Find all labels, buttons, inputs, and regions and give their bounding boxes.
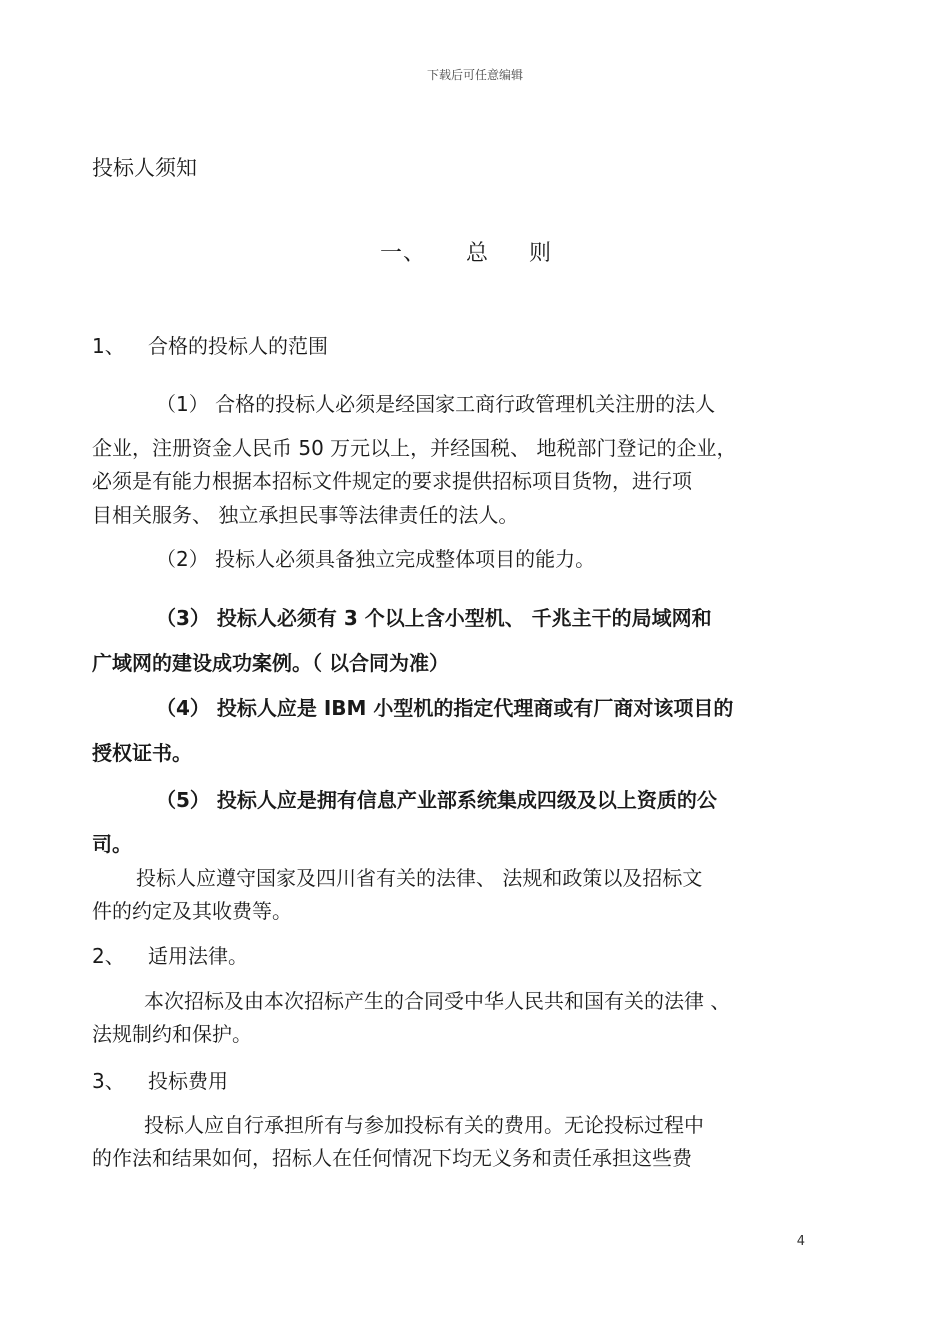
section-2-heading — [92, 938, 248, 974]
paragraph-2: （2） 投标人必须具备独立完成整体项目的能力。 — [156, 547, 596, 571]
paragraph-8-line-1: 投标人应自行承担所有与参加投标有关的费用。无论投标过程中 — [144, 1113, 704, 1137]
paragraph-3-line-2: 广域网的建设成功案例。（ 以合同为准） — [92, 651, 449, 675]
paragraph-5-line-2: 司。 — [92, 832, 132, 856]
paragraph-4-line-2: 授权证书。 — [92, 741, 192, 765]
section-3-heading — [92, 1063, 228, 1099]
section-title: 适用法律。 — [148, 944, 248, 968]
section-number: 2、 — [92, 944, 125, 968]
paragraph-4-line-1: （4） 投标人应是 IBM 小型机的指定代理商或有厂商对该项目的 — [156, 696, 734, 720]
section-number: 3、 — [92, 1069, 125, 1093]
paragraph-6-line-2: 件的约定及其收费等。 — [92, 899, 292, 923]
paragraph-6-line-1: 投标人应遵守国家及四川省有关的法律、 法规和政策以及招标文 — [136, 866, 703, 890]
page-header: 下载后可任意编辑 — [426, 68, 523, 82]
paragraph-7-line-2: 法规制约和保护。 — [92, 1022, 252, 1046]
section-1-heading — [92, 328, 328, 364]
paragraph-1-line-4: 目相关服务、 独立承担民事等法律责任的法人。 — [92, 503, 519, 527]
paragraph-1-line-2: 企业，注册资金人民币 50 万元以上，并经国税、 地税部门登记的企业， — [92, 436, 737, 460]
section-title: 合格的投标人的范围 — [148, 334, 328, 358]
chapter-heading — [380, 236, 552, 267]
paragraph-1-line-1: （1） 合格的投标人必须是经国家工商行政管理机关注册的法人 — [156, 392, 716, 416]
document-title: 投标人须知 — [92, 156, 197, 180]
paragraph-5-line-1: （5） 投标人应是拥有信息产业部系统集成四级及以上资质的公 — [156, 788, 717, 812]
paragraph-7-line-1: 本次招标及由本次招标产生的合同受中华人民共和国有关的法律 、 — [144, 989, 731, 1013]
section-number: 1、 — [92, 334, 125, 358]
chapter-title-part-2: 则 — [529, 241, 553, 266]
chapter-number: 一、 — [380, 241, 427, 266]
paragraph-3-line-1: （3） 投标人必须有 3 个以上含小型机、 千兆主干的局域网和 — [156, 606, 712, 630]
section-title: 投标费用 — [148, 1069, 228, 1093]
page-number: 4 — [796, 1234, 805, 1249]
paragraph-1-line-3: 必须是有能力根据本招标文件规定的要求提供招标项目货物，进行项 — [92, 469, 692, 493]
chapter-title-part-1: 总 — [466, 241, 490, 266]
paragraph-8-line-2: 的作法和结果如何，招标人在任何情况下均无义务和责任承担这些费 — [92, 1146, 692, 1170]
